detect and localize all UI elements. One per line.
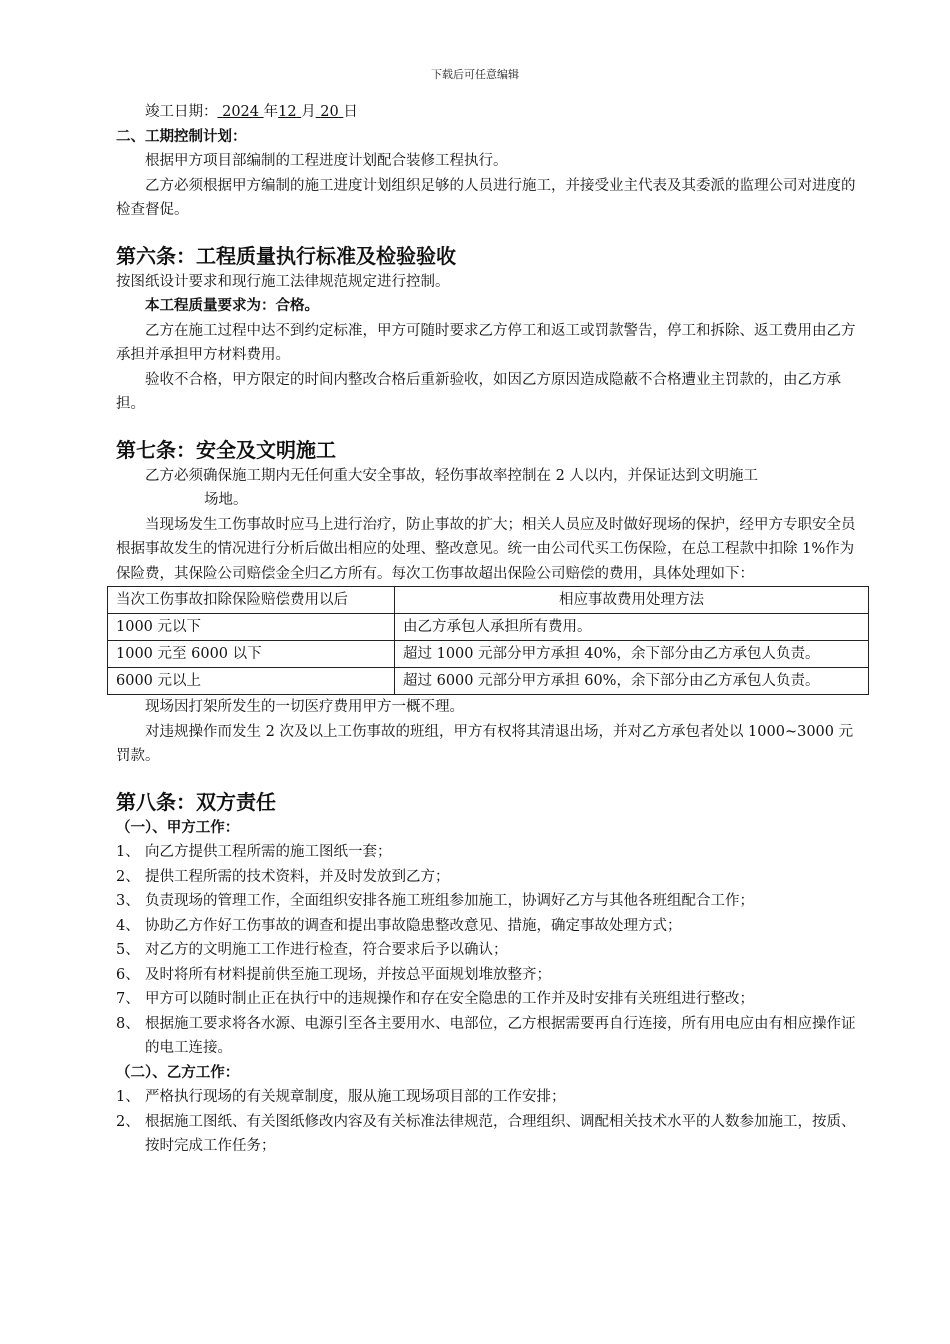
paragraph: 对违规操作而发生 2 次及以上工伤事故的班组，甲方有权将其清退出场，并对乙方承包者处以 1000~3000 元罚款。: [116, 723, 854, 764]
paragraph: 乙方必须根据甲方编制的施工进度计划组织足够的人员进行施工，并接受业主代表及其委派的监理公司对进度的检查督促。: [116, 177, 856, 218]
list-item: 2、 提供工程所需的技术资料，并及时发放到乙方；: [116, 868, 450, 885]
paragraph: 当现场发生工伤事故时应马上进行治疗，防止事故的扩大；相关人员应及时做好现场的保护，经甲方专职安全员根据事故发生的情况进行分析后做出相应的处理、整改意见。统一由公司代买工伤保险，在总工程款中扣除 1%作为保险费，其保险公司赔偿金全归乙方所有。每次工伤事故超出保险公司赔偿的费用，具体处理如下：: [116, 516, 856, 582]
table-cell: 1000 元至 6000 以下: [108, 641, 395, 668]
table-cell: 由乙方承包人承担所有费用。: [395, 614, 869, 641]
table-cell: 1000 元以下: [108, 614, 395, 641]
list-item: 1、 向乙方提供工程所需的施工图纸一套；: [116, 844, 392, 860]
paragraph: 验收不合格，甲方限定的时间内整改合格后重新验收，如因乙方原因造成隐蔽不合格遭业主罚款的，由乙方承担。: [116, 371, 841, 412]
table-header-cell: 相应事故费用处理方法: [395, 587, 869, 614]
paragraph: 按图纸设计要求和现行施工法律规范规定进行控制。: [116, 273, 450, 290]
table-cell: 超过 6000 元部分甲方承担 60%，余下部分由乙方承包人负责。: [395, 668, 869, 695]
party-b-list: [116, 1085, 858, 1159]
list-item: 2、 根据施工图纸、有关图纸修改内容及有关标准法律规范，合理组织、调配相关技术水平的人数参加施工，按质、按时完成工作任务；: [116, 1113, 856, 1154]
table-header-cell: 当次工伤事故扣除保险赔偿费用以后: [108, 587, 395, 614]
completion-year: 2024: [222, 104, 260, 120]
paragraph-continuation: 场地。: [204, 492, 248, 508]
paragraph: 现场因打架所发生的一切医疗费用甲方一概不理。: [145, 699, 464, 715]
article-7-title: 第七条：安全及文明施工: [116, 437, 336, 462]
quality-requirement: 本工程质量要求为：合格。: [145, 297, 319, 314]
paragraph: 根据甲方项目部编制的工程进度计划配合装修工程执行。: [145, 153, 508, 169]
completion-date: 竣工日期： 2024 年12 月 20 日: [145, 104, 358, 120]
table-row: [108, 614, 869, 641]
injury-cost-table: [107, 586, 869, 695]
party-a-heading: （一）、甲方工作：: [116, 818, 240, 836]
list-item: 4、 协助乙方作好工伤事故的调查和提出事故隐患整改意见、措施，确定事故处理方式；: [116, 917, 682, 934]
list-item: 3、 负责现场的管理工作，全面组织安排各施工班组参加施工，协调好乙方与其他各班组配合工作；: [116, 893, 754, 909]
list-item: 5、 对乙方的文明施工工作进行检查，符合要求后予以确认；: [116, 942, 508, 958]
completion-day: 20: [320, 104, 339, 120]
paragraph: 乙方在施工过程中达不到约定标准，甲方可随时要求乙方停工和返工或罚款警告，停工和拆除、返工费用由乙方承担并承担甲方材料费用。: [116, 322, 856, 363]
party-a-list: [116, 840, 858, 1061]
party-b-heading: （二）、乙方工作：: [116, 1063, 240, 1081]
table-cell: 超过 1000 元部分甲方承担 40%，余下部分由乙方承包人负责。: [395, 641, 869, 668]
document-body: [116, 100, 858, 1159]
list-item: 8、 根据施工要求将各水源、电源引至各主要用水、电部位，乙方根据需要再自行连接，所有用电应由有相应操作证的电工连接。: [116, 1015, 856, 1056]
table-row: [108, 641, 869, 668]
list-item: 1、 严格执行现场的有关规章制度，服从施工现场项目部的工作安排；: [116, 1089, 566, 1105]
page-header: 下载后可任意编辑: [431, 68, 519, 81]
list-item: 6、 及时将所有材料提前供至施工现场，并按总平面规划堆放整齐；: [116, 966, 551, 983]
paragraph: 乙方必须确保施工期内无任何重大安全事故，轻伤事故率控制在 2 人以内，并保证达到文明施工: [145, 467, 758, 484]
table-header-row: [108, 587, 869, 614]
article-6-title: 第六条：工程质量执行标准及检验验收: [116, 243, 456, 268]
table-cell: 6000 元以上: [108, 668, 395, 695]
completion-month: 12: [278, 104, 297, 120]
schedule-heading: 二、工期控制计划：: [116, 127, 247, 145]
completion-label: 竣工日期：: [145, 104, 218, 120]
article-8-title: 第八条：双方责任: [116, 789, 276, 814]
list-item: 7、 甲方可以随时制止正在执行中的违规操作和存在安全隐患的工作并及时安排有关班组进行整改；: [116, 991, 754, 1007]
table-row: [108, 668, 869, 695]
